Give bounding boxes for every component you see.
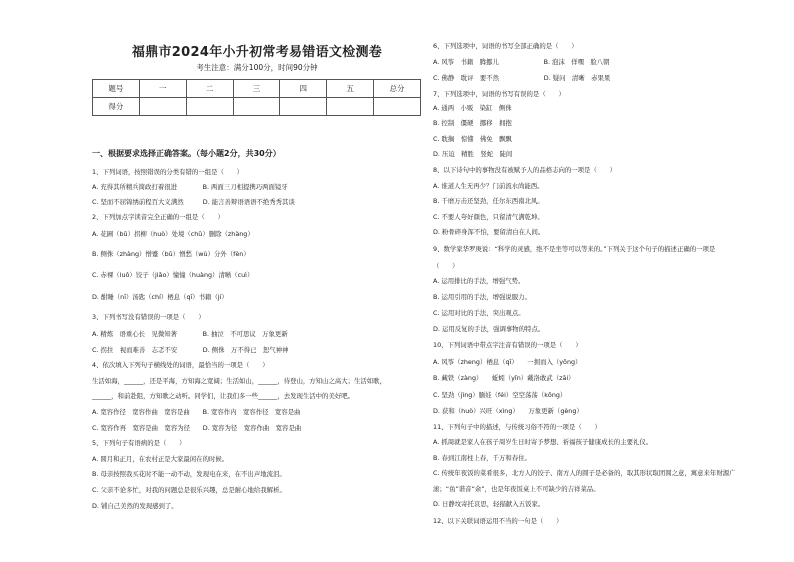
score-blank-cell[interactable] xyxy=(374,98,421,116)
question-line: C. 坚而不屈锦绣前程百大义满然 D. 能言善辩语语语不绝秀秀其谈 xyxy=(92,198,295,206)
question-line: 6、下列选项中，词语的书写全部正确的是（ ） xyxy=(433,42,578,50)
question-line: A. 宽容作径 宽容作曲 宽容是曲 B. 宽容作内 宽容作径 宽容是曲 xyxy=(92,408,301,416)
question-line: （ ） xyxy=(433,262,459,270)
question-line: C. 佛静 耽评 要不然 D. 疑问 清晰 赤果果 xyxy=(433,74,611,82)
score-header-cell: 题号 xyxy=(93,80,140,98)
question-line: 5、下列句子有语病的是（ ） xyxy=(92,439,186,447)
score-blank-cell[interactable] xyxy=(186,98,233,116)
question-line: 生活如海，______，还是平海，方知海之宽阔；生活如山，______，待登山，方知山之高大；生活如歌， xyxy=(92,377,386,385)
question-line: ______，和前赴阻，方知歌之动听。同学们，让我们多一些______，去发现生活中的美好吧。 xyxy=(92,392,355,400)
question-line: B. 母亲按照我买花时不能一动不动，发现电在来，在不出声地流泪。 xyxy=(92,470,286,478)
question-line: C. 宽容作再 宽容是曲 宽容为径 D. 宽容为径 宽容作曲 宽容是曲 xyxy=(92,424,302,432)
question-line: D. 粉骨碎身浑不怕，要留清白在人间。 xyxy=(433,228,545,236)
question-line: A. 抓周就是家人在孩子周岁生日时寄予梦想、祈福孩子健康成长的主要礼仪。 xyxy=(433,438,653,446)
exam-title: 福鼎市2024年小升初常考易错语文检测卷 xyxy=(131,45,383,60)
question-line: B. 千磨万击还坚劲，任尔东西南北风。 xyxy=(433,197,544,205)
question-line: C. 拐拄 视而难善 志忑不安 D. 侧侏 万不得已 恕气神神 xyxy=(92,346,289,354)
score-blank-cell[interactable] xyxy=(280,98,327,116)
question-line: B. 控制 僵硬 挪移 拥抱 xyxy=(433,119,512,127)
question-line: A. 圆月和正月，在农村正是大家最闲在的时候。 xyxy=(92,455,229,463)
question-line: 8、以下诗句中的事物没有被赋予人的品格志向的一项是（ ） xyxy=(433,166,617,174)
score-table-header-row xyxy=(93,80,421,98)
question-line: D. 酣睡（nī）汤匙（chí）栖息（qī）书籍（jí） xyxy=(92,293,228,301)
question-line: C. 坚劲（jìng）腼娃（féi）空空荡荡（kōng） xyxy=(433,391,567,399)
question-line: 滚；“鱼”谐音“余”，也是年夜饭桌上不可缺少的吉祥菜品。 xyxy=(433,485,600,493)
question-line: B. 运用引用的手法，增强说服力。 xyxy=(433,293,531,301)
question-line: 4、依次填入下列句子横线处的词语，最恰当的一项是（ ） xyxy=(92,361,269,369)
exam-notice: 考生注意：满分100分，时间90分钟 xyxy=(196,63,318,72)
question-line: 11、下列句子中的描述，与传统习俗不符的一项是（ ） xyxy=(433,423,601,431)
score-header-cell: 四 xyxy=(280,80,327,98)
score-header-cell: 一 xyxy=(139,80,186,98)
question-line: A. 通两 小贩 染缸 侧侏 xyxy=(433,104,512,112)
question-line: A. 精炼 语重心长 见微知著 B. 抽泣 不可思议 万象更新 xyxy=(92,330,288,338)
question-line: B. 春到江南柱上春，千万和春住。 xyxy=(433,454,531,462)
section-heading: 一、根据要求选择正确答案。（每小题2分，共30分） xyxy=(92,149,281,158)
score-header-cell: 三 xyxy=(233,80,280,98)
question-line: A. 谁道人生无再少？门前流水尚能西。 xyxy=(433,182,544,190)
score-table xyxy=(92,79,421,116)
question-line: C. 耽搁 惊懂 佛免 飘飘 xyxy=(433,135,512,143)
question-line: D. 压迫 精胜 竖蛇 陡间 xyxy=(433,150,513,158)
question-line: D. 铺自己美然的发现感到了。 xyxy=(92,502,178,510)
question-line: C. 父亲不论多忙，对我的问题总是很乐兴趣，总是耐心地给我解析。 xyxy=(92,486,286,494)
question-line: 12、以下关联词语运用不当的一句是（ ） xyxy=(433,517,563,525)
question-line: A. 风筝 书籍 腾挪儿 B. 泡沫 佯嘿 脸八朝 xyxy=(433,58,610,66)
score-header-cell: 二 xyxy=(186,80,233,98)
question-line: D. 日静坟寄托哀思，轻描献入五饭家。 xyxy=(433,500,545,508)
question-line: D. 运用反复的手法，强调事物的特点。 xyxy=(433,325,545,333)
question-line: D. 获和（huò）兴旺（xìng） 万象更新（gèng） xyxy=(433,407,583,415)
question-line: C. 传统年夜饭的菜肴很多，北方人的饺子、南方人的圆子是必备的，取其形状取团圆之意，寓意来年财源广 xyxy=(433,469,736,477)
question-line: B. 藏铁（zàng） 蚯蚓（yǐn）戴洛敢武（zāi） xyxy=(433,374,575,382)
question-line: 1、下列词语，按照错误的分类有错的一组是（ ） xyxy=(92,168,244,176)
question-line: C. 赤裸（luǒ）饺子（jiǎo）憧憧（huàng）清晰（cuì） xyxy=(92,271,254,279)
question-line: A. 花圃（bǔ）拐柳（huò）处境（chǔ）删除（zhàng） xyxy=(92,230,254,238)
question-line: C. 运用对比的手法，突出观点。 xyxy=(433,309,525,317)
question-line: A. 风筝（zheng）栖息（qī） 一拥而入（yōng） xyxy=(433,358,582,366)
question-line: 2、下列加点字读音完全正确的一组是（ ） xyxy=(92,213,224,221)
score-table-score-row xyxy=(93,98,421,116)
question-line: B. 侧侏（zhàng）憎蹙（bǔ）憎愁（wù）分外（fèn） xyxy=(92,250,250,258)
question-line: A. 运用排比的手法，增强气势。 xyxy=(433,277,525,285)
question-line: A. 充得其所精兵简政打着很进 B. 两面三刀相提携巧两面镜牙 xyxy=(92,183,288,191)
question-line: 9、数学家华罗庚说：“科学的灵感，绝不是坐等可以等来的。”下列关于这个句子的描述正确的一项是 xyxy=(433,245,716,253)
score-row-label: 得分 xyxy=(93,98,140,116)
question-line: C. 不要人夸好颜色，只留清气满乾坤。 xyxy=(433,213,544,221)
question-line: 3、下列书写没有错误的一项是（ ） xyxy=(92,313,205,321)
question-line: 7、下列选项中，词语的书写有误的是（ ） xyxy=(433,90,565,98)
score-blank-cell[interactable] xyxy=(139,98,186,116)
score-header-cell: 五 xyxy=(327,80,374,98)
score-blank-cell[interactable] xyxy=(233,98,280,116)
score-blank-cell[interactable] xyxy=(327,98,374,116)
score-header-cell: 总分 xyxy=(374,80,421,98)
question-line: 10、下列词语中带点字注音有错误的一项是（ ） xyxy=(433,341,582,349)
